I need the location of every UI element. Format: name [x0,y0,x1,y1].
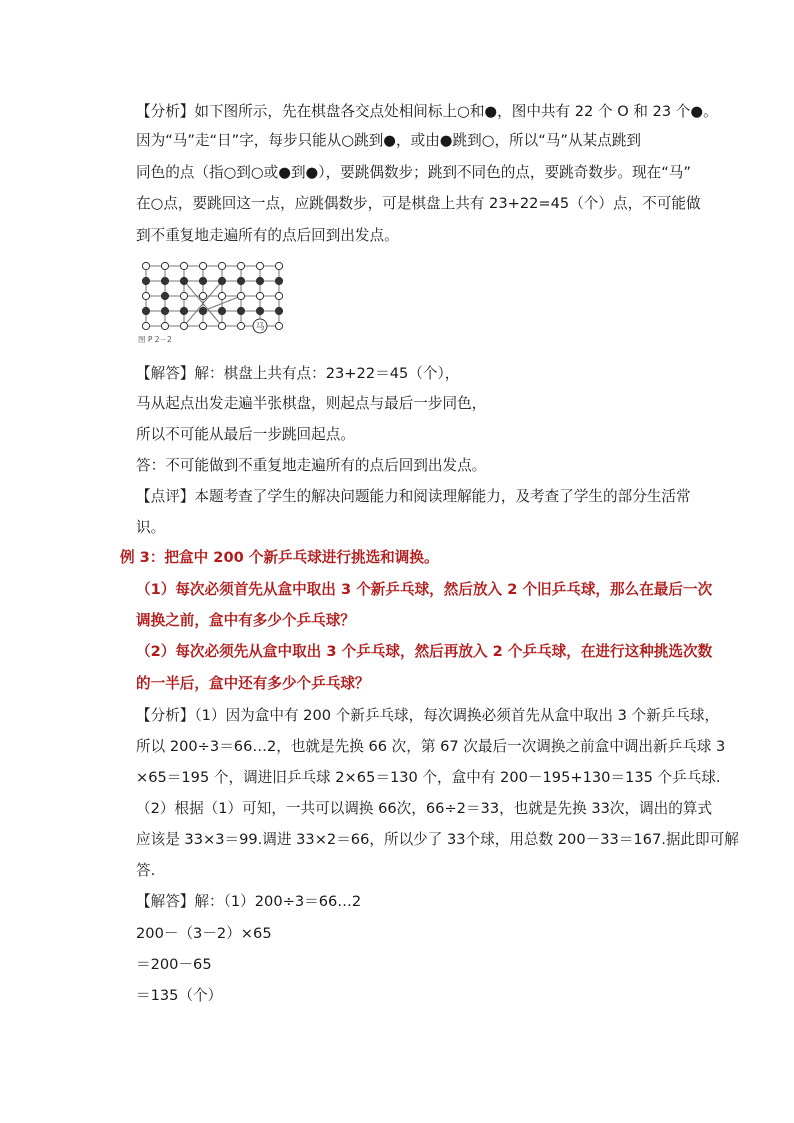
white-point [256,292,263,299]
example3-q1-line-2: 调换之前，盒中有多少个乒乓球？ [136,612,355,629]
white-point [199,322,206,329]
white-point [199,262,206,269]
black-point [199,307,206,314]
answer2-line-1 [136,892,361,912]
white-point [142,292,149,299]
analysis1-line-4: 在○点，要跳回这一点，应跳偶数步，可是棋盘上共有 23+22=45（个）点，不可能做 [136,195,701,212]
white-point [161,322,168,329]
example3-title: 例 3：把盒中 200 个新乒乓球进行挑选和调换。 [120,549,439,566]
answer1-line-2: 马从起点出发走遍半张棋盘，则起点与最后一步同色， [136,395,487,412]
answer1-line-1 [136,364,459,384]
black-point [218,277,225,284]
analysis2-line-6: 答. [136,862,156,879]
white-point [180,262,187,269]
analysis1-tag: 【分析】 [136,103,195,120]
white-point [142,322,149,329]
answer1-line-4: 答：不可能做到不重复地走遍所有的点后回到出发点。 [136,457,487,474]
black-point [199,277,206,284]
comment1-text: 本题考查了学生的解决问题能力和阅读理解能力，及考查了学生的部分生活常 [194,488,691,505]
white-point [256,262,263,269]
horse-label: 马 [255,322,265,333]
analysis2-tag: 【分析】 [136,707,195,724]
comment1-tag: 【点评】 [136,488,195,505]
analysis2-line-3: ×65＝195 个，调进旧乒乓球 2×65＝130 个，盒中有 200－195+130＝135 个乒乓球. [136,769,721,786]
white-point [180,292,187,299]
answer1-text: 解：棋盘上共有点：23+22＝45（个）， [194,365,460,382]
black-point [256,277,263,284]
white-point [275,292,282,299]
answer1-tag: 【解答】 [136,365,195,382]
white-point [275,262,282,269]
black-point [237,307,244,314]
analysis1-line-5: 到不重复地走遍所有的点后回到出发点。 [136,227,399,244]
white-point [218,262,225,269]
white-point [275,322,282,329]
answer2-tag: 【解答】 [136,893,195,910]
answer2-text: 解：（1）200÷3＝66…2 [194,893,362,910]
answer2-line-4: ＝135（个） [136,987,223,1004]
analysis1-line-2: 因为“马”走“日”字，每步只能从○跳到●，或由●跳到○，所以“马”从某点跳到 [136,132,641,149]
analysis1-line-1 [136,102,718,122]
black-point [142,277,149,284]
black-point [256,307,263,314]
black-point [180,307,187,314]
example3-q2-line-1: （2）每次必须先从盒中取出 3 个乒乓球，然后再放入 2 个乒乓球，在进行这种挑选次数 [136,643,713,660]
analysis2-line-1 [136,706,719,726]
white-point [218,322,225,329]
example3-q2-line-2: 的一半后，盒中还有多少个乒乓球？ [136,675,370,692]
comment1-line-1 [136,487,691,507]
white-point [180,322,187,329]
black-point [237,277,244,284]
analysis1-text: 如下图所示，先在棋盘各交点处相间标上○和●，图中共有 22 个 O 和 23 个●。 [194,103,718,120]
answer2-line-3: ＝200－65 [136,956,212,973]
white-point [237,292,244,299]
white-point [237,322,244,329]
black-point [161,292,168,299]
black-point [142,307,149,314]
white-point [161,262,168,269]
black-point [275,307,282,314]
comment1-line-2: 识。 [136,519,166,536]
black-point [180,277,187,284]
chessboard-svg [134,258,294,344]
analysis2-line-4: （2）根据（1）可知，一共可以调换 66次，66÷2＝33，也就是先换 33次，调出的算式 [136,800,713,817]
black-point [218,307,225,314]
answer2-line-2: 200－（3－2）×65 [136,925,272,942]
answer1-line-3: 所以不可能从最后一步跳回起点。 [136,426,355,443]
white-point [237,262,244,269]
analysis2-text: （1）因为盒中有 200 个新乒乓球，每次调换必须首先从盒中取出 3 个新乒乓球， [194,707,720,724]
analysis2-line-2: 所以 200÷3＝66…2，也就是先换 66 次，第 67 次最后一次调换之前盒中调出新乒乓球 3 [136,738,726,755]
black-point [161,277,168,284]
white-point [142,262,149,269]
example3-q1-line-1: （1）每次必须首先从盒中取出 3 个新乒乓球，然后放入 2 个旧乒乓球，那么在最后一次 [136,581,713,598]
analysis1-line-3: 同色的点（指○到○或●到●），要跳偶数步；跳到不同色的点，要跳奇数步。现在“马” [136,164,691,181]
figure-caption: 图 P 2－2 [138,335,172,344]
chessboard-figure [134,258,294,344]
white-point [218,292,225,299]
black-point [161,307,168,314]
black-point [275,277,282,284]
analysis2-line-5: 应该是 33×3＝99.调进 33×2＝66，所以少了 33个球，用总数 200－33＝167.据此即可解 [136,831,739,848]
white-point [199,292,206,299]
